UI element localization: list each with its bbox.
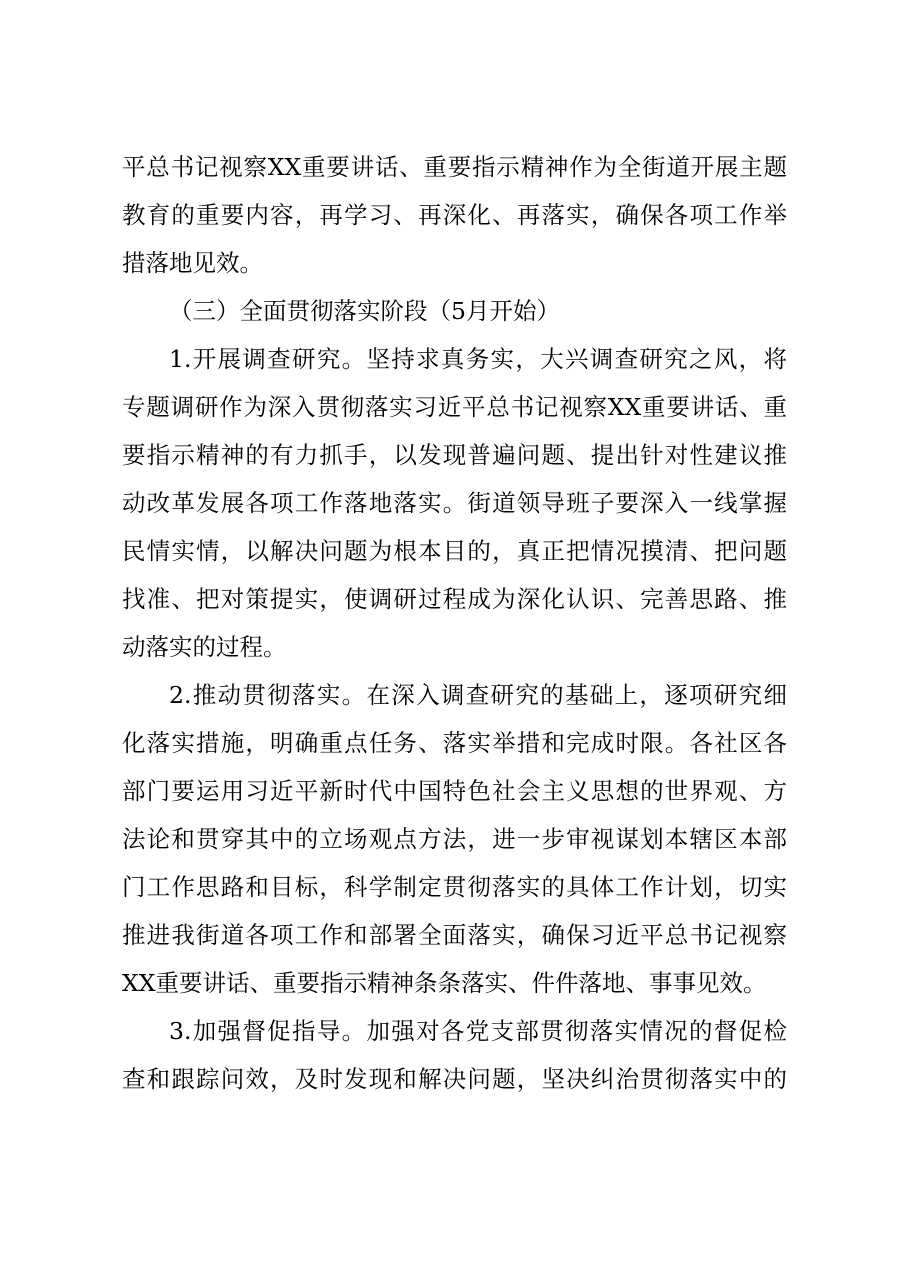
text-line: 化落实措施，明确重点任务、落实举措和完成时限。各社区各 xyxy=(122,729,787,757)
text-line: 门工作思路和目标，科学制定贯彻落实的具体工作计划，切实 xyxy=(122,873,787,901)
section-heading: （三）全面贯彻落实阶段（5月开始） xyxy=(169,297,560,325)
text-line: 平总书记视察XX重要讲话、重要指示精神作为全街道开展主题 xyxy=(122,153,787,181)
paragraph-first-line: 3.加强督促指导。加强对各党支部贯彻落实情况的督促检 xyxy=(169,1017,787,1045)
text-line: 措落地见效。 xyxy=(122,249,263,277)
text-line: 找准、把对策提实，使调研过程成为深化认识、完善思路、推 xyxy=(122,585,787,613)
paragraph-first-line: 2.推动贯彻落实。在深入调查研究的基础上，逐项研究细 xyxy=(169,681,787,709)
text-line: 动改革发展各项工作落地落实。街道领导班子要深入一线掌握 xyxy=(122,489,787,517)
text-line: 法论和贯穿其中的立场观点方法，进一步审视谋划本辖区本部 xyxy=(122,825,787,853)
paragraph-first-line: 1.开展调查研究。坚持求真务实，大兴调查研究之风，将 xyxy=(169,345,787,373)
text-line: 专题调研作为深入贯彻落实习近平总书记视察XX重要讲话、重 xyxy=(122,393,787,421)
text-line: 教育的重要内容，再学习、再深化、再落实，确保各项工作举 xyxy=(122,201,787,229)
text-line: XX重要讲话、重要指示精神条条落实、件件落地、事事见效。 xyxy=(122,969,767,997)
text-line: 查和跟踪问效，及时发现和解决问题，坚决纠治贯彻落实中的 xyxy=(122,1065,787,1093)
document-body xyxy=(122,143,787,1103)
text-line: 要指示精神的有力抓手，以发现普遍问题、提出针对性建议推 xyxy=(122,441,787,469)
text-line: 推进我街道各项工作和部署全面落实，确保习近平总书记视察 xyxy=(122,921,787,949)
text-line: 动落实的过程。 xyxy=(122,633,287,661)
text-line: 民情实情，以解决问题为根本目的，真正把情况摸清、把问题 xyxy=(122,537,787,565)
text-line: 部门要运用习近平新时代中国特色社会主义思想的世界观、方 xyxy=(122,777,787,805)
